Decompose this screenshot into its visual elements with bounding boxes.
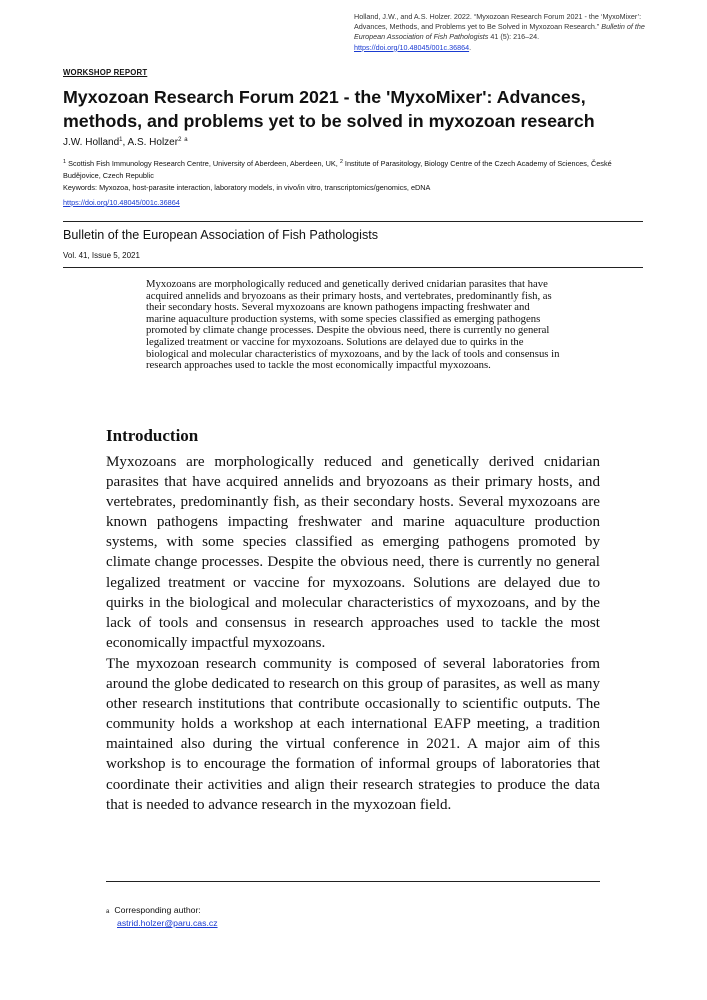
corresponding-mark: a	[184, 137, 188, 143]
journal-rule-bottom	[63, 267, 643, 268]
introduction-paragraph-1: Myxozoans are morphologically reduced and genetically derived cnidarian parasites that have acquired annelids and bryozoans as their primary hosts, and vertebrates, predominantly fish, as their secondary hosts. Several myxozoans are known pathogens impacting freshwater and marine aquaculture production systems, with some species classified as emerging pathogens promoted by climate change processes. Despite the obvious need, there is currently no general legalized treatment or vaccine for myxozoans. Solutions are delayed due to quirks in the biological and molecular characteristics of myxozoans, and by the lack of tools and consensus in research approaches used to tackle the most economically impactful myxozoans.	[106, 454, 600, 651]
author-holzer-affil: 2	[178, 137, 182, 143]
introduction-heading: Introduction	[106, 426, 199, 445]
footnote-mark: a	[106, 909, 110, 915]
footnote	[106, 905, 218, 929]
article-doi	[63, 198, 180, 207]
journal-name: Bulletin of the European Association of Fish Pathologists	[63, 228, 379, 242]
journal-rule-top	[63, 221, 643, 222]
citation-text: Holland, J.W., and A.S. Holzer. 2022. “Myxozoan Research Forum 2021 - the ‘MyxoMixer’: Advances, Methods, and Problems yet to Be Solved in Myxozoan Research.”	[354, 12, 642, 32]
footnote-label: Corresponding author:	[114, 905, 201, 915]
report-type-label: WORKSHOP REPORT	[63, 68, 148, 77]
abstract: Myxozoans are morphologically reduced and genetically derived cnidarian parasites that have acquired annelids and bryozoans as their primary hosts, and vertebrates, predominantly fish, as their secondary hosts. Several myxozoans are known pathogens impacting freshwater and marine aquaculture production systems, with some species classified as emerging pathogens promoted by climate change processes. Despite the obvious need, there is currently no general legalized treatment or vaccine for myxozoans. Solutions are delayed due to quirks in the biological and molecular characteristics of myxozoans, and by the lack of tools and consensus in research approaches used to tackle the most economically impactful myxozoans.	[146, 278, 560, 372]
citation-doi-link[interactable]: https://doi.org/10.48045/001c.36864	[354, 42, 470, 52]
journal-volume: Vol. 41, Issue 5, 2021	[63, 251, 140, 260]
footnote-rule	[106, 881, 600, 882]
affiliation-1: Scottish Fish Immunology Research Centre, University of Aberdeen, Aberdeen, UK,	[66, 159, 340, 168]
doi-link[interactable]: https://doi.org/10.48045/001c.36864	[63, 198, 180, 207]
article-title: Myxozoan Research Forum 2021 - the 'MyxoMixer': Advances, methods, and problems yet to be solved in myxozoan research	[63, 87, 595, 131]
introduction-paragraph-2: The myxozoan research community is composed of several laboratories from around the globe dedicated to research on this group of parasites, as well as many other research institutions that contribute occasionally to scientific outputs. The community holds a workshop at each international EAFP meeting, a tradition maintained also during the virtual conference in 2021. A major aim of this workshop is to encourage the formation of informal groups of laboratories that coordinate their activities and align their research strategies to produce the data that is needed to advance research in the myxozoan field.	[106, 656, 600, 813]
corresponding-email-link[interactable]: astrid.holzer@paru.cas.cz	[117, 918, 218, 928]
author-holzer: A.S. Holzer	[127, 137, 179, 148]
citation-block: Holland, J.W., and A.S. Holzer. 2022. “Myxozoan Research Forum 2021 - the ‘MyxoMixer’: Advances, Methods, and Problems yet to Be Solved in Myxozoan Research.” Bulletin of the European Association of Fish Pathologists 41 (5): 216–24. https://doi.org/10.48045/001c.36864.	[354, 12, 645, 52]
author-holland-affil: 1	[119, 137, 123, 143]
citation-journal: Bulletin of the European Association of Fish Pathologists	[354, 22, 645, 42]
citation-volume-pages: 41 (5): 216–24.	[488, 32, 540, 42]
keywords: Keywords: Myxozoa, host-parasite interaction, laboratory models, in vivo/in vitro, transcriptomics/genomics, eDNA	[63, 183, 431, 192]
author-line: J.W. Holland$^1$, A.S. Holzer$^2$ $^a$	[63, 137, 188, 148]
affiliation-2: Institute of Parasitology, Biology Centre of the Czech Academy of Sciences, České Budějovice, Czech Republic	[63, 159, 612, 180]
author-holland: J.W. Holland	[63, 137, 120, 148]
affiliations: $^1$ Scottish Fish Immunology Research Centre, University of Aberdeen, Aberdeen, UK, $^2$ Institute of Parasitology, Biology Centre of the Czech Academy of Sciences, České Budějovice, Czech Republic	[63, 159, 612, 180]
